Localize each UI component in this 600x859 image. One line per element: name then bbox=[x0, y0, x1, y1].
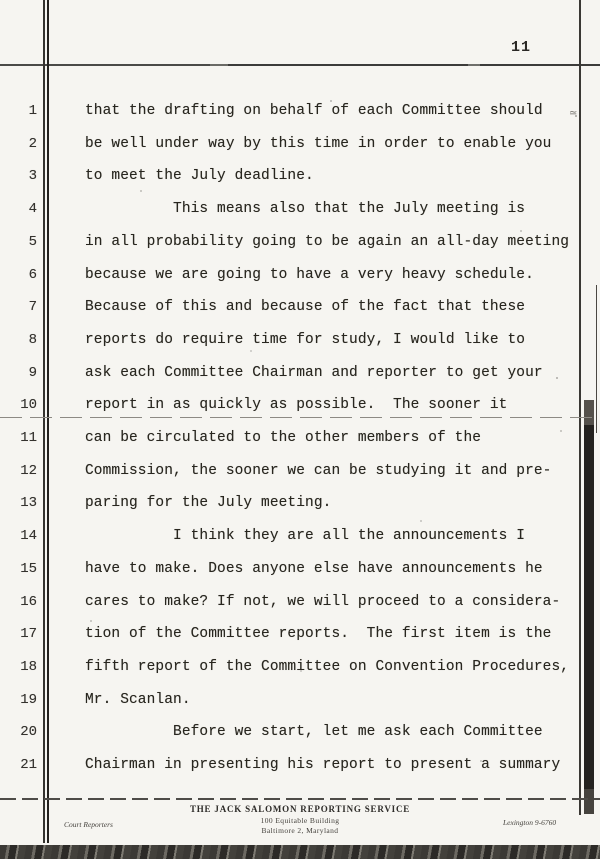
transcript-line bbox=[0, 365, 600, 387]
footer-address-line1: 100 Equitable Building bbox=[260, 815, 340, 825]
line-number: 18 bbox=[20, 658, 37, 675]
transcript-line bbox=[0, 332, 600, 354]
transcript-line bbox=[0, 267, 600, 289]
footer-center-block bbox=[150, 804, 450, 835]
transcript-line bbox=[0, 561, 600, 583]
line-number: 15 bbox=[20, 560, 37, 577]
transcript-text: have to make. Does anyone else have announcements he bbox=[85, 560, 543, 577]
line-number: 3 bbox=[28, 168, 37, 185]
transcript-line bbox=[0, 463, 600, 485]
transcript-text: be well under way by this time in order to enable you bbox=[85, 135, 552, 152]
transcript-text: because we are going to have a very heavy schedule. bbox=[85, 266, 534, 283]
transcript-line bbox=[0, 626, 600, 648]
transcript-line bbox=[0, 299, 600, 321]
transcript-line bbox=[0, 692, 600, 714]
line-number: 1 bbox=[28, 103, 37, 119]
transcript-text: fifth report of the Committee on Convention Procedures, bbox=[85, 658, 570, 675]
transcript-line bbox=[0, 201, 600, 223]
transcript-text: Commission, the sooner we can be studying it and pre- bbox=[85, 462, 552, 479]
transcript-text: in all probability going to be again an all-day meeting bbox=[85, 233, 570, 250]
line-number: 12 bbox=[20, 462, 37, 479]
footer-company-name: THE JACK SALOMON REPORTING SERVICE bbox=[189, 804, 411, 814]
transcript-text: report in as quickly as possible. The sooner it bbox=[85, 397, 508, 414]
scan-artifact-mark: ≃ bbox=[569, 108, 578, 119]
line-number: 13 bbox=[20, 495, 37, 512]
transcript-line bbox=[0, 528, 600, 550]
transcript-text: Because of this and because of the fact that these bbox=[85, 299, 526, 316]
transcript-line bbox=[0, 495, 600, 517]
transcript-line bbox=[0, 397, 600, 419]
transcript-text: Chairman in presenting his report to present a summary bbox=[85, 757, 561, 773]
line-number: 2 bbox=[28, 135, 37, 152]
transcript-text: reports do require time for study, I would like to bbox=[85, 331, 526, 348]
line-number: 9 bbox=[28, 364, 37, 381]
transcript-text: I think they are all the announcements I bbox=[85, 528, 526, 545]
reporting-service-footer bbox=[0, 800, 600, 842]
transcript-text: that the drafting on behalf of each Committee should bbox=[85, 103, 543, 119]
transcript-line bbox=[0, 136, 600, 158]
line-number: 5 bbox=[28, 233, 37, 250]
line-number: 14 bbox=[20, 528, 37, 545]
transcript-text: Before we start, let me ask each Committee bbox=[85, 724, 543, 741]
footer-address-line2: Baltimore 2, Maryland bbox=[261, 826, 339, 835]
line-number: 21 bbox=[20, 757, 37, 773]
line-number: 19 bbox=[20, 691, 37, 708]
line-number: 10 bbox=[20, 397, 37, 414]
transcript-text: tion of the Committee reports. The first item is the bbox=[85, 626, 552, 643]
transcript-line bbox=[0, 168, 600, 190]
transcript-line bbox=[0, 757, 600, 779]
transcript-line bbox=[0, 594, 600, 616]
line-number: 11 bbox=[20, 430, 37, 446]
transcript-text: cares to make? If not, we will proceed to a considera- bbox=[85, 593, 561, 610]
line-number: 4 bbox=[28, 201, 37, 218]
transcript-text: This means also that the July meeting is bbox=[85, 201, 526, 218]
line-number: 16 bbox=[20, 593, 37, 610]
line-number: 8 bbox=[28, 331, 37, 348]
transcript-text: ask each Committee Chairman and reporter to get your bbox=[85, 364, 543, 381]
transcript-line bbox=[0, 659, 600, 681]
transcript-line bbox=[0, 430, 600, 452]
line-number: 17 bbox=[20, 626, 37, 643]
footer-phone-number: Lexington 9-6760 bbox=[503, 818, 557, 827]
footer-court-reporters-label: Court Reporters bbox=[64, 820, 113, 829]
line-number: 6 bbox=[28, 266, 37, 283]
transcript-text: paring for the July meeting. bbox=[85, 495, 332, 512]
line-number: 20 bbox=[20, 724, 37, 741]
transcript-text: can be circulated to the other members of the bbox=[85, 430, 482, 446]
transcript-text: Mr. Scanlan. bbox=[85, 691, 191, 708]
page-number: 11 bbox=[511, 39, 532, 56]
transcript-line bbox=[0, 103, 600, 125]
line-number: 7 bbox=[28, 299, 37, 316]
transcript-line bbox=[0, 724, 600, 746]
transcript-text: to meet the July deadline. bbox=[85, 168, 314, 185]
transcript-line bbox=[0, 234, 600, 256]
